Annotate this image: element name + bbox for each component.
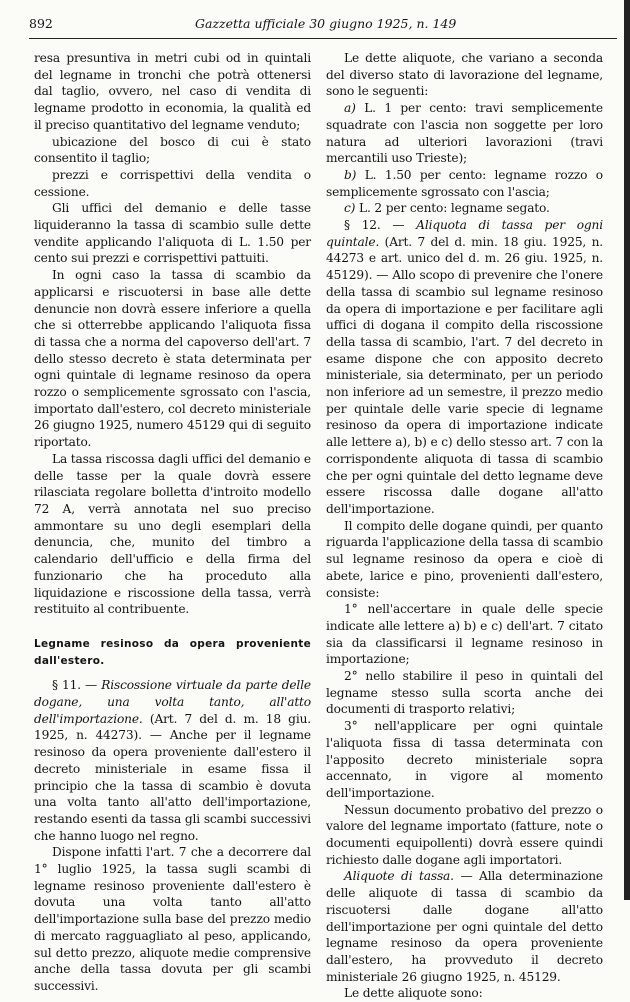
list-item (326, 167, 603, 200)
paragraph: ubicazione del bosco di cui è stato consentito il taglio; (34, 134, 311, 166)
item-label: b) (344, 167, 357, 182)
paragraph (326, 217, 603, 518)
paragraph: 1° nell'accertare in quale delle specie indicate alle lettere a) b) e c) dell'art. 7 citato sia da classificarsi il legname resinoso in importazione; (326, 602, 603, 667)
header-rule (29, 38, 617, 39)
item-text: L. 1.50 per cento: legname rozzo o semplicemente sgrossato con l'ascia; (326, 167, 603, 199)
paragraph: Le dette aliquote sono: (344, 986, 483, 1001)
paragraph: resa presuntiva in metri cubi od in quintali del legname in tronchi che potrà ottenersi dal taglio, ovvero, nel caso di vendita di legname prodotto in economia, la qualità ed il preciso quantitativo del legname venduto; (34, 51, 311, 132)
page-edge (624, 0, 630, 900)
item-label: c) (344, 201, 356, 216)
section-number: § 12. — (344, 218, 405, 233)
paragraph-body: — Alla determinazione delle aliquote di tassa di scambio da riscuotersi dalle dogane all'atto dell'importazione per ogni quintale del detto legname resinoso da opera proveniente dall'estero, ha provveduto il decreto ministeriale 26 giugno 1925, n. 45129. (326, 869, 603, 984)
item-label: a) (344, 101, 356, 116)
section-title: Aliquota di tassa per ogni quintale. (326, 218, 603, 249)
section-title: Riscossione virtuale da parte delle dogane, una volta tanto, all'atto dell'importazione. (34, 678, 311, 726)
list-item (326, 100, 603, 167)
paragraph: Gli uffici del demanio e delle tasse liquideranno la tassa di scambio sulle dette vendite applicando l'aliquota di L. 1.50 per cento sui prezzi e corrispettivi pattuiti. (34, 201, 311, 266)
paragraph: prezzi e corrispettivi della vendita o cessione. (34, 167, 311, 199)
paragraph (34, 677, 311, 844)
left-column (34, 50, 311, 995)
paragraph-body: (Art. 7 del d. m. 18 giu. 1925, n. 44273). — Anche per il legname resinoso da opera proveniente dall'estero il decreto ministeriale in esame fissa il principio che la tassa di scambio è dovuta una volta tanto all'atto dell'importazione, restando esenti da tassa gli scambi successivi che hanno luogo nel regno. (34, 711, 311, 843)
section-title: Aliquote di tassa. (344, 869, 454, 884)
paragraph: In ogni caso la tassa di scambio da applicarsi e riscuotersi in base alle dette denuncie non dovrà essere inferiore a quella che si otterrebbe applicando l'aliquota fissa di tassa che a norma del capoverso dell'art. 7 dello stesso decreto è stata determinata per ogni quintale di legname resinoso da opera rozzo o semplicemente sgrossato con l'ascia, importato dall'estero, col decreto ministeriale 26 giugno 1925, numero 45129 qui di seguito riportato. (34, 268, 311, 450)
section-heading: Legname resinoso da opera proveniente dall'estero. (34, 637, 311, 667)
paragraph: 2° nello stabilire il peso in quintali del legname stesso sulla scorta anche dei documenti di trasporto relativi; (326, 669, 603, 717)
paragraph-body: (Art. 7 del d. min. 18 giu. 1925, n. 44273 e art. unico del d. m. 26 giu. 1925, n. 45129). — Allo scopo di prevenire che l'onere della tassa di scambio sul legname resinoso da opera di importazione e per facilitare agli uffici di dogana il compito della riscossione della tassa di scambio, l'art. 7 del decreto in esame dispone che con apposito decreto ministeriale, sia determinato, per un periodo non inferiore ad un semestre, il prezzo medio per quintale delle varie specie di legname resinoso da opera di importazione indicate alle lettere a), b) e c) dello stesso art. 7 con la corrispondente aliquota di tassa di scambio che per ogni quintale del detto legname deve essere riscossa dalle dogane all'atto dell'importazione. (326, 234, 603, 516)
page-header (29, 16, 617, 38)
paragraph: 3° nell'applicare per ogni quintale l'aliquota fissa di tassa determinata con l'apposito decreto ministeriale sopra accennato, in vigore al momento dell'importazione. (326, 719, 603, 800)
paragraph: Dispone infatti l'art. 7 che a decorrere dal 1° luglio 1925, la tassa sugli scambi di legname resinoso proveniente dall'estero è dovuta una volta tanto all'atto dell'importazione sulla base del prezzo medio di mercato ragguagliato al peso, applicando, sul detto prezzo, aliquote medie comprensive anche della tassa dovuta per gli scambi successivi. (34, 845, 311, 993)
paragraph (326, 868, 603, 985)
running-title: Gazzetta ufficiale 30 giugno 1925, n. 149 (195, 16, 457, 31)
section-number: § 11. — (52, 678, 98, 693)
item-text: L. 2 per cento: legname segato. (359, 201, 550, 216)
paragraph: Il compito delle dogane quindi, per quanto riguarda l'applicazione della tassa di scambio sul legname resinoso da opera e cioè di abete, larice e pino, provenienti dall'estero, consiste: (326, 518, 603, 600)
item-text: L. 1 per cento: travi semplicemente squadrate con l'ascia non soggette per loro natura ad ulteriori lavorazioni (travi mercantili uso Trieste); (326, 101, 603, 166)
paragraph: Nessun documento probativo del prezzo o valore del legname importato (fatture, note o documenti equipollenti) dovrà essere quindi richiesto dalle dogane agli importatori. (326, 802, 603, 867)
paragraph: La tassa riscossa dagli uffici del demanio e delle tasse per la quale dovrà essere rilasciata regolare bolletta d'introito modello 72 A, verrà annotata nel suo preciso ammontare su uno degli esemplari della denuncia, che, munito del timbro a calendario dell'ufficio e della firma del funzionario che ha proceduto alla liquidazione e riscossione della tassa, verrà restituito al contribuente. (34, 451, 311, 617)
list-item (326, 200, 603, 217)
page-number: 892 (29, 16, 53, 31)
paragraph: Le dette aliquote, che variano a seconda del diverso stato di lavorazione del legname, sono le seguenti: (326, 51, 603, 99)
right-column (326, 50, 603, 1002)
